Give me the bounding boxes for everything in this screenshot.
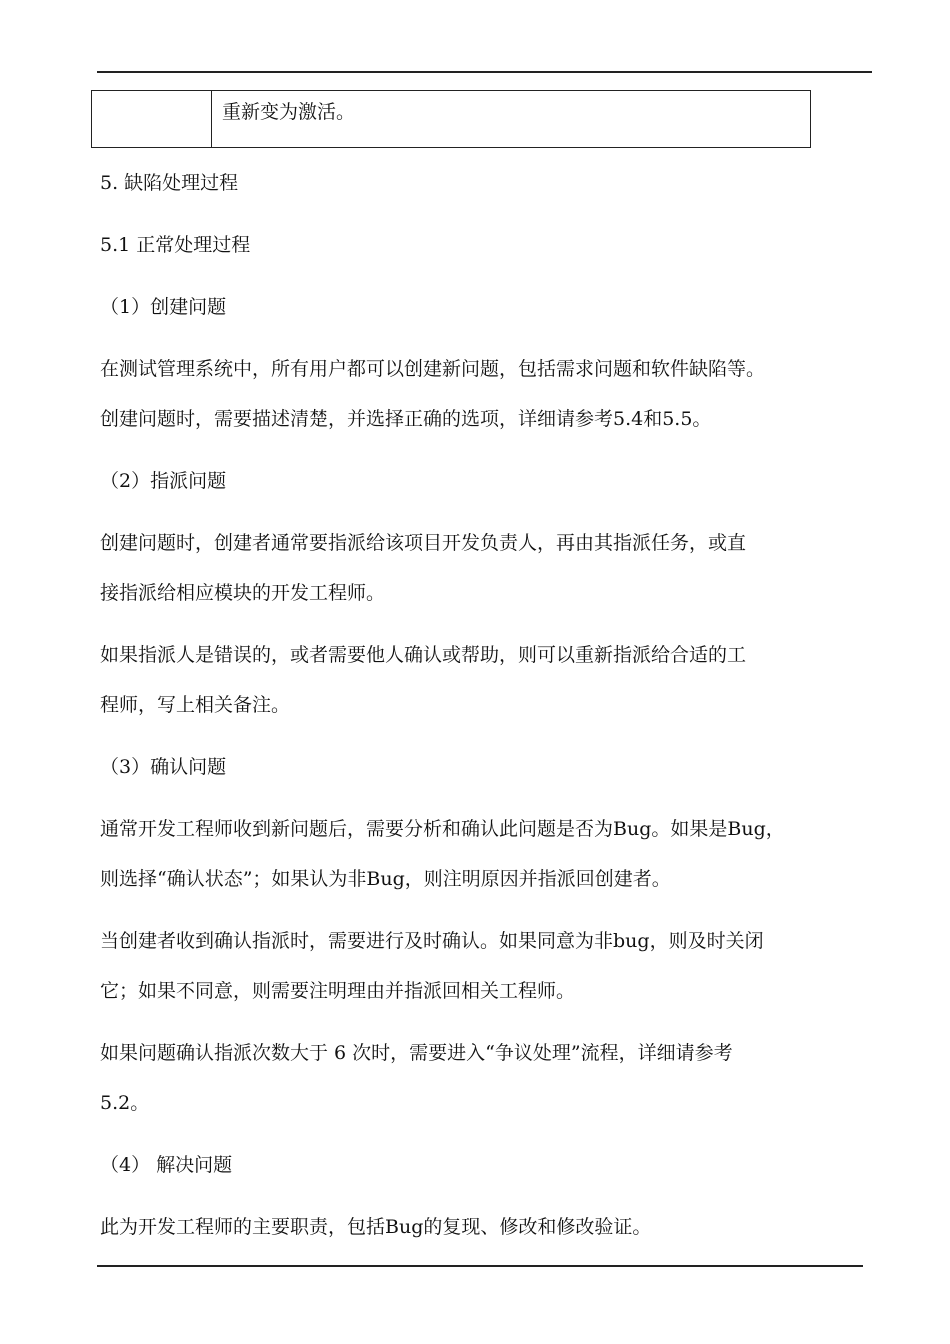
header-rule (97, 71, 872, 73)
table-fragment (91, 90, 811, 148)
step-create-title: （1）创建问题 (100, 296, 227, 318)
subsection-heading: 5.1 正常处理过程 (100, 234, 251, 256)
step-confirm-p2-line1: 当创建者收到确认指派时，需要进行及时确认。如果同意为非bug，则及时关闭 (100, 930, 764, 952)
step-confirm-p1-line2: 则选择“确认状态”；如果认为非Bug，则注明原因并指派回创建者。 (100, 868, 671, 890)
step-confirm-p1-line1: 通常开发工程师收到新问题后，需要分析和确认此问题是否为Bug。如果是Bug， (100, 818, 785, 840)
table-cell-left (92, 91, 212, 147)
step-create-text-line2: 创建问题时，需要描述清楚，并选择正确的选项，详细请参考5.4和5.5。 (100, 408, 712, 430)
step-resolve-title: （4） 解决问题 (100, 1154, 233, 1176)
step-assign-p1-line1: 创建问题时，创建者通常要指派给该项目开发负责人，再由其指派任务，或直 (100, 532, 747, 554)
step-assign-p2-line1: 如果指派人是错误的，或者需要他人确认或帮助，则可以重新指派给合适的工 (100, 644, 747, 666)
step-confirm-p3-line1: 如果问题确认指派次数大于 6 次时，需要进入“争议处理”流程，详细请参考 (100, 1042, 733, 1064)
step-confirm-title: （3）确认问题 (100, 756, 227, 778)
footer-rule (97, 1265, 863, 1267)
step-create-text-line1: 在测试管理系统中，所有用户都可以创建新问题，包括需求问题和软件缺陷等。 (100, 358, 766, 380)
step-assign-p2-line2: 程师，写上相关备注。 (100, 694, 291, 716)
section-heading: 5. 缺陷处理过程 (100, 172, 239, 194)
table-cell-right: 重新变为激活。 (222, 101, 356, 123)
step-resolve-text-line1: 此为开发工程师的主要职责，包括Bug的复现、修改和修改验证。 (100, 1216, 652, 1238)
step-assign-p1-line2: 接指派给相应模块的开发工程师。 (100, 582, 386, 604)
step-assign-title: （2）指派问题 (100, 470, 227, 492)
step-confirm-p2-line2: 它；如果不同意，则需要注明理由并指派回相关工程师。 (100, 980, 576, 1002)
step-confirm-p3-line2: 5.2。 (100, 1092, 150, 1114)
